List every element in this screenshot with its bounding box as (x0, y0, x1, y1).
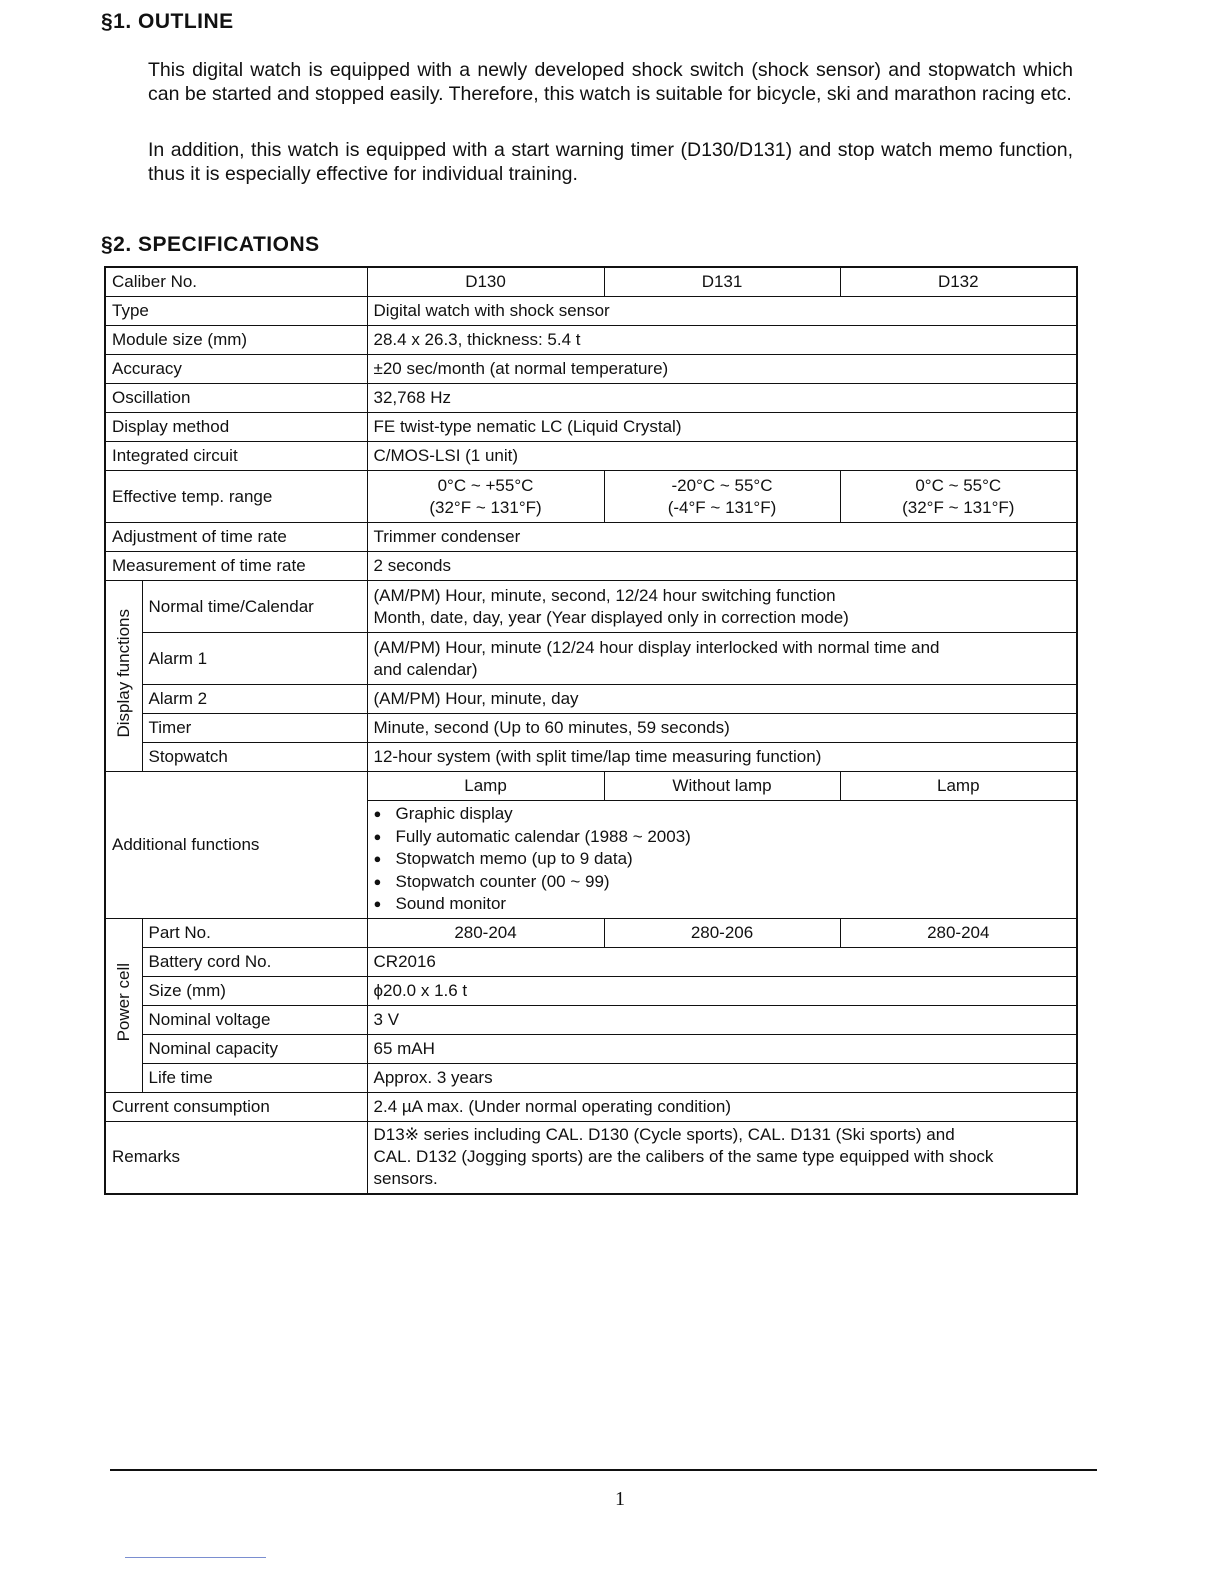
part-no-d130: 280-204 (367, 919, 604, 948)
list-item: ● Sound monitor (396, 893, 1071, 916)
module-size-value: 28.4 x 26.3, thickness: 5.4 t (367, 326, 1077, 355)
table-row (105, 948, 1077, 977)
lamp-d131: Without lamp (604, 772, 840, 801)
outline-heading: §1. OUTLINE (101, 10, 234, 33)
temp-d130-fahrenheit: (32°F ~ 131°F) (429, 497, 542, 517)
remarks-value (367, 1122, 1077, 1194)
table-row (105, 1035, 1077, 1064)
caliber-d131: D131 (604, 267, 840, 297)
adjustment-label: Adjustment of time rate (105, 523, 367, 552)
remarks-line-1: D13※ series including CAL. D130 (Cycle sports), CAL. D131 (Ski sports) and (373, 1125, 955, 1145)
list-item: ● Fully automatic calendar (1988 ~ 2003) (396, 826, 1071, 849)
display-functions-label: Display functions (113, 608, 133, 738)
temp-d130-celsius: 0°C ~ +55°C (437, 475, 534, 495)
caliber-d132: D132 (840, 267, 1077, 297)
table-row (105, 919, 1077, 948)
lamp-d132: Lamp (840, 772, 1077, 801)
table-row (105, 442, 1077, 471)
outline-paragraph-2: In addition, this watch is equipped with a start warning timer (D130/D131) and stop watch memo function, thus it is especially effective for individual training. (148, 139, 1073, 185)
power-cell-label: Power cell (113, 963, 133, 1042)
timer-label: Timer (142, 714, 367, 743)
footer-rule (110, 1469, 1097, 1471)
alarm1-line-2: and calendar) (373, 659, 478, 679)
display-method-value: FE twist-type nematic LC (Liquid Crystal) (367, 413, 1077, 442)
additional-functions-list-cell (367, 801, 1077, 919)
list-item: ● Graphic display (396, 803, 1071, 826)
temp-d132-fahrenheit: (32°F ~ 131°F) (902, 497, 1015, 517)
list-item: ● Stopwatch counter (00 ~ 99) (396, 871, 1071, 894)
ic-label: Integrated circuit (105, 442, 367, 471)
battery-size-value: ϕ20.0 x 1.6 t (367, 977, 1077, 1006)
part-no-d131: 280-206 (604, 919, 840, 948)
temp-range-label: Effective temp. range (105, 471, 367, 523)
table-row (105, 1064, 1077, 1093)
nominal-capacity-value: 65 mAH (367, 1035, 1077, 1064)
oscillation-value: 32,768 Hz (367, 384, 1077, 413)
accuracy-label: Accuracy (105, 355, 367, 384)
module-size-label: Module size (mm) (105, 326, 367, 355)
caliber-label: Caliber No. (105, 267, 367, 297)
table-row (105, 552, 1077, 581)
list-item: ● Stopwatch memo (up to 9 data) (396, 848, 1071, 871)
additional-functions-list (374, 803, 1071, 916)
temp-d132 (840, 471, 1077, 523)
lamp-d130: Lamp (367, 772, 604, 801)
stopwatch-label: Stopwatch (142, 743, 367, 772)
table-row (105, 523, 1077, 552)
display-method-label: Display method (105, 413, 367, 442)
measurement-value: 2 seconds (367, 552, 1077, 581)
adjustment-value: Trimmer condenser (367, 523, 1077, 552)
table-row (105, 355, 1077, 384)
outline-paragraph-1: This digital watch is equipped with a newly developed shock switch (shock sensor) and stopwatch which can be started and stopped easily. Therefore, this watch is suitable for bicycle, ski and marathon racing etc. (148, 59, 1073, 105)
power-cell-group (105, 919, 142, 1093)
temp-d131 (604, 471, 840, 523)
life-time-label: Life time (142, 1064, 367, 1093)
measurement-label: Measurement of time rate (105, 552, 367, 581)
specifications-heading: §2. SPECIFICATIONS (101, 233, 320, 256)
temp-d131-fahrenheit: (-4°F ~ 131°F) (667, 497, 777, 517)
alarm1-line-1: (AM/PM) Hour, minute (12/24 hour display interlocked with normal time and (373, 637, 940, 657)
battery-cord-value: CR2016 (367, 948, 1077, 977)
normal-time-line-2: Month, date, day, year (Year displayed only in correction mode) (373, 607, 849, 627)
table-row (105, 1093, 1077, 1122)
table-row (105, 267, 1077, 297)
remarks-line-3: sensors. (373, 1169, 438, 1189)
table-row (105, 685, 1077, 714)
table-row (105, 743, 1077, 772)
current-consumption-value: 2.4 µA max. (Under normal operating condition) (367, 1093, 1077, 1122)
table-row (105, 471, 1077, 523)
ic-value: C/MOS-LSI (1 unit) (367, 442, 1077, 471)
timer-value: Minute, second (Up to 60 minutes, 59 seconds) (367, 714, 1077, 743)
table-row (105, 384, 1077, 413)
normal-time-value (367, 581, 1077, 633)
table-row (105, 633, 1077, 685)
nominal-voltage-label: Nominal voltage (142, 1006, 367, 1035)
additional-functions-label: Additional functions (105, 772, 367, 919)
table-row (105, 326, 1077, 355)
specifications-table (104, 266, 1078, 1195)
temp-d130 (367, 471, 604, 523)
alarm1-value (367, 633, 1077, 685)
remarks-label: Remarks (105, 1122, 367, 1194)
part-no-d132: 280-204 (840, 919, 1077, 948)
current-consumption-label: Current consumption (105, 1093, 367, 1122)
oscillation-label: Oscillation (105, 384, 367, 413)
remarks-line-2: CAL. D132 (Jogging sports) are the calibers of the same type equipped with shock (373, 1147, 994, 1167)
temp-d131-celsius: -20°C ~ 55°C (671, 475, 773, 495)
table-row (105, 297, 1077, 326)
temp-d132-celsius: 0°C ~ 55°C (915, 475, 1002, 495)
life-time-value: Approx. 3 years (367, 1064, 1077, 1093)
decorative-rule (125, 1557, 266, 1558)
type-value: Digital watch with shock sensor (367, 297, 1077, 326)
battery-cord-label: Battery cord No. (142, 948, 367, 977)
alarm2-value: (AM/PM) Hour, minute, day (367, 685, 1077, 714)
table-row (105, 1122, 1077, 1194)
table-row (105, 714, 1077, 743)
accuracy-value: ±20 sec/month (at normal temperature) (367, 355, 1077, 384)
stopwatch-value: 12-hour system (with split time/lap time measuring function) (367, 743, 1077, 772)
table-row (105, 581, 1077, 633)
table-row (105, 772, 1077, 801)
nominal-capacity-label: Nominal capacity (142, 1035, 367, 1064)
table-row (105, 977, 1077, 1006)
caliber-d130: D130 (367, 267, 604, 297)
part-no-label: Part No. (142, 919, 367, 948)
normal-time-line-1: (AM/PM) Hour, minute, second, 12/24 hour switching function (373, 585, 836, 605)
alarm1-label: Alarm 1 (142, 633, 367, 685)
nominal-voltage-value: 3 V (367, 1006, 1077, 1035)
alarm2-label: Alarm 2 (142, 685, 367, 714)
table-row (105, 1006, 1077, 1035)
battery-size-label: Size (mm) (142, 977, 367, 1006)
display-functions-group (105, 581, 142, 772)
table-row (105, 413, 1077, 442)
page-number: 1 (615, 1488, 625, 1510)
type-label: Type (105, 297, 367, 326)
normal-time-label: Normal time/Calendar (142, 581, 367, 633)
